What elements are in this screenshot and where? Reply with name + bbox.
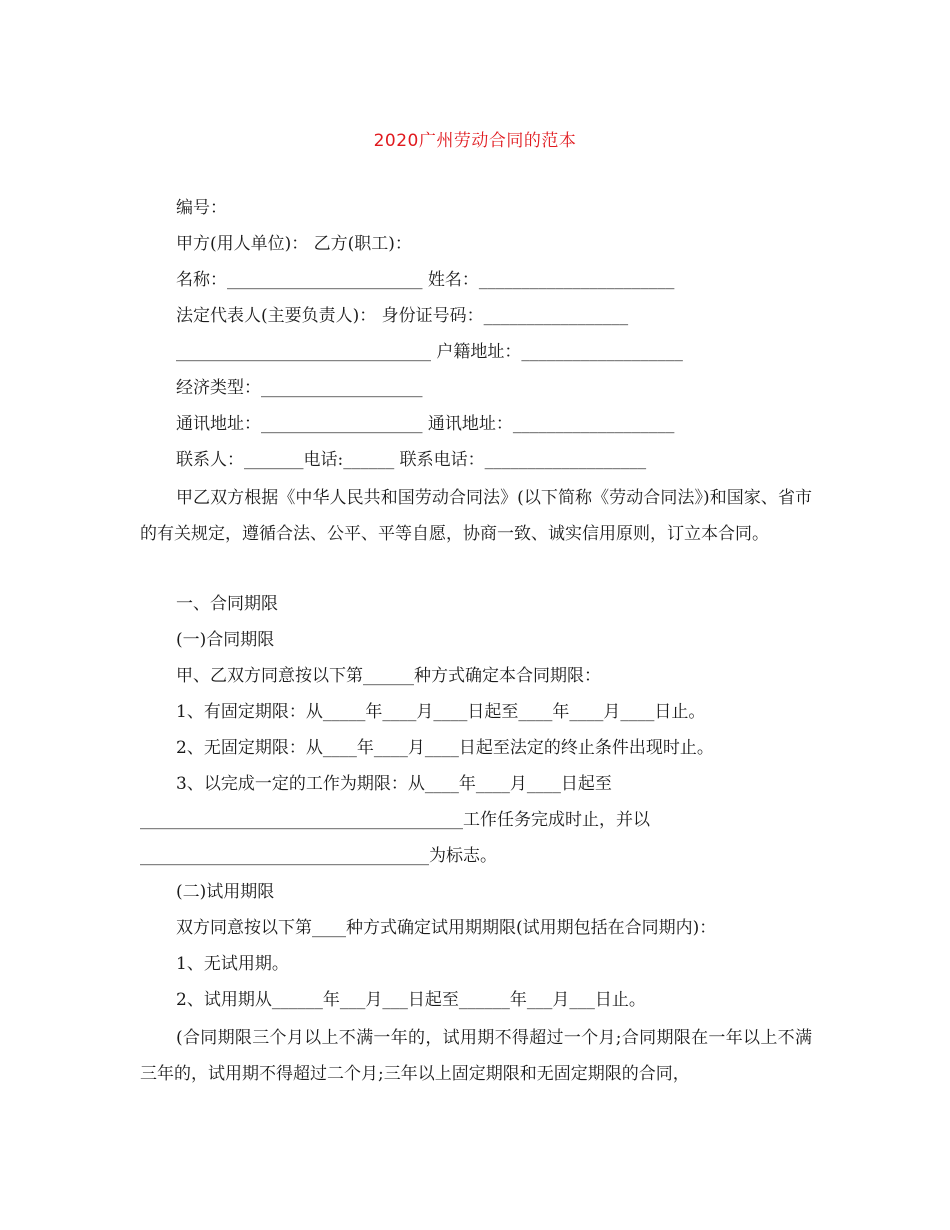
field-name: 名称：_______________________ 姓名：_______________________ [176, 270, 675, 290]
paragraph-probation-rules: (合同期限三个月以上不满一年的，试用期不得超过一个月;合同期限在一年以上不满三年的，试用期不得超过二个月;三年以上固定期限和无固定期限的合同， [140, 1028, 812, 1084]
document-title: 2020广州劳动合同的范本 [373, 131, 577, 151]
field-household-address: ______________________________ 户籍地址：___________________ [176, 342, 683, 362]
term-task-completion: ______________________________________工作任务完成时止，并以 [140, 810, 650, 830]
term-option-fixed: 1、有固定期限：从_____年____月____日起至____年____月____日止。 [176, 702, 706, 722]
probation-option-period: 2、试用期从______年___月___日起至______年___月___日止。 [176, 990, 646, 1010]
section-heading-term: 一、合同期限 [176, 594, 278, 614]
term-method: 甲、乙双方同意按以下第______种方式确定本合同期限： [176, 666, 601, 686]
field-mailing-address: 通讯地址：___________________ 通讯地址：___________________ [176, 414, 675, 434]
term-option-task: 3、以完成一定的工作为期限：从____年____月____日起至 [176, 774, 612, 794]
field-contract-number: 编号： [176, 198, 227, 218]
term-option-unfixed: 2、无固定期限：从____年____月____日起至法定的终止条件出现时止。 [176, 738, 714, 758]
term-task-marker: __________________________________为标志。 [140, 846, 497, 866]
probation-method: 双方同意按以下第____种方式确定试用期期限(试用期包括在合同期内)： [176, 918, 717, 938]
field-parties: 甲方(用人单位)： 乙方(职工)： [176, 234, 412, 254]
subsection-heading-term: (一)合同期限 [176, 630, 275, 650]
field-contact: 联系人：_______电话:______ 联系电话：___________________ [176, 450, 647, 470]
paragraph-intro: 甲乙双方根据《中华人民共和国劳动合同法》(以下简称《劳动合同法》)和国家、省市的有关规定，遵循合法、公平、平等自愿，协商一致、诚实信用原则，订立本合同。 [140, 488, 812, 544]
subsection-heading-probation: (二)试用期限 [176, 882, 275, 902]
field-economic-type: 经济类型：___________________ [176, 378, 423, 398]
field-legal-representative: 法定代表人(主要负责人)： 身份证号码：_________________ [176, 306, 629, 326]
probation-option-none: 1、无试用期。 [176, 954, 289, 974]
